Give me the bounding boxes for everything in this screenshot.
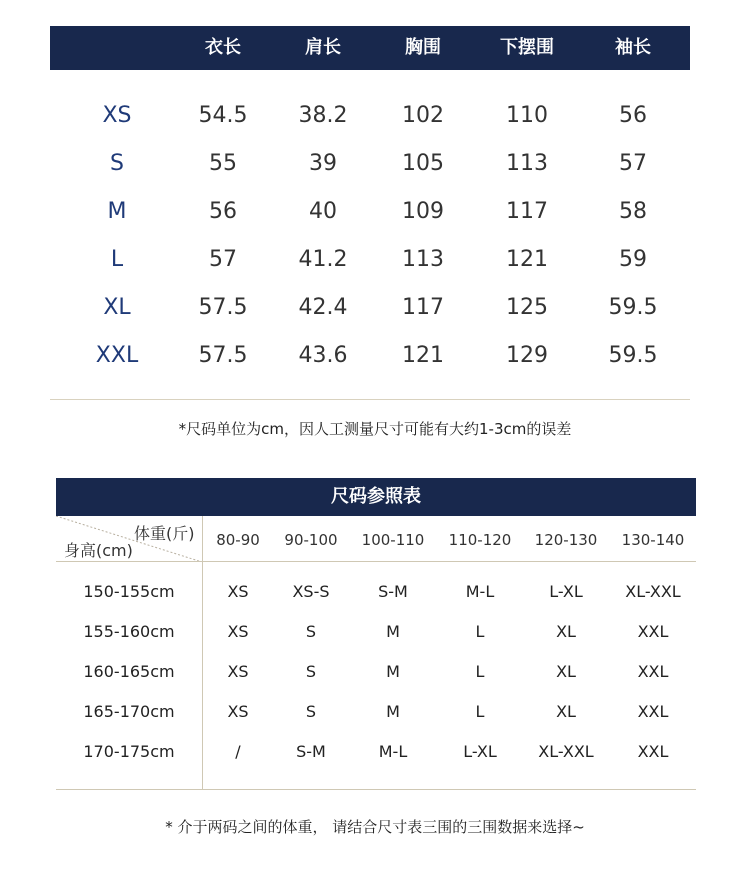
table-row <box>56 652 696 692</box>
table-row <box>50 284 690 332</box>
measurement-cell: 39 <box>309 151 337 176</box>
size-recommendation-cell: L <box>475 702 485 721</box>
size-recommendation-cell: S <box>305 622 317 641</box>
header-length: 衣长 <box>205 37 241 58</box>
measurement-cell: 129 <box>506 343 548 368</box>
measurement-cell: 41.2 <box>298 247 348 272</box>
size-recommendation-cell: XXL <box>637 742 669 761</box>
size-recommendation-cell: L <box>475 662 485 681</box>
size-recommendation-cell: M <box>386 662 400 681</box>
measurement-cell: 43.6 <box>298 343 348 368</box>
measurement-cell: 57 <box>619 151 647 176</box>
size-table-header <box>50 26 690 70</box>
measurement-cell: 121 <box>402 343 444 368</box>
measurement-cell: 121 <box>506 247 548 272</box>
header-hem: 下摆围 <box>500 37 554 58</box>
measurement-cell: 57.5 <box>198 295 248 320</box>
measurement-cell: 117 <box>506 199 548 224</box>
divider <box>56 561 696 562</box>
weight-col-header: 90-100 <box>284 531 338 549</box>
table-row <box>50 188 690 236</box>
size-recommendation-cell: S <box>305 702 317 721</box>
table-row <box>56 732 696 772</box>
measurement-cell: 59 <box>619 247 647 272</box>
table-row <box>50 236 690 284</box>
header-chest: 胸围 <box>405 37 441 58</box>
measurement-cell: 125 <box>506 295 548 320</box>
size-recommendation-cell: L <box>475 622 485 641</box>
height-range-label: 160-165cm <box>83 662 175 681</box>
measurement-cell: 38.2 <box>298 103 348 128</box>
height-range-label: 150-155cm <box>83 582 175 601</box>
height-range-label: 165-170cm <box>83 702 175 721</box>
measurement-cell: 117 <box>402 295 444 320</box>
measurement-cell: 56 <box>209 199 237 224</box>
measurement-cell: 40 <box>309 199 337 224</box>
measurement-cell: 110 <box>506 103 548 128</box>
size-recommendation-cell: XS <box>227 582 249 601</box>
height-range-label: 170-175cm <box>83 742 175 761</box>
measurement-cell: 56 <box>619 103 647 128</box>
size-recommendation-cell: S-M <box>296 742 326 761</box>
measurement-cell: 59.5 <box>608 295 658 320</box>
size-recommendation-cell: XS <box>227 662 249 681</box>
size-recommendation-cell: XL-XXL <box>538 742 594 761</box>
reference-table-title: 尺码参照表 <box>56 478 696 516</box>
table-row <box>50 140 690 188</box>
table-row <box>50 332 690 380</box>
size-recommendation-cell: S-M <box>378 582 408 601</box>
size-recommendation-cell: L-XL <box>549 582 583 601</box>
size-recommendation-cell: XXL <box>637 662 669 681</box>
header-sleeve: 袖长 <box>615 37 651 58</box>
reference-table-head-row <box>56 516 696 562</box>
measurement-note: *尺码单位为cm，因人工测量尺寸可能有大约1-3cm的误差 <box>178 420 572 438</box>
divider <box>50 399 690 400</box>
measurement-cell: 57.5 <box>198 343 248 368</box>
measurement-cell: 55 <box>209 151 237 176</box>
size-recommendation-cell: XS <box>227 622 249 641</box>
size-recommendation-cell: M-L <box>465 582 495 601</box>
size-recommendation-cell: XS-S <box>292 582 330 601</box>
size-recommendation-cell: M-L <box>378 742 408 761</box>
weight-col-header: 80-90 <box>216 531 260 549</box>
size-recommendation-cell: XL <box>556 702 576 721</box>
table-row <box>56 572 696 612</box>
size-recommendation-cell: M <box>386 702 400 721</box>
size-label: M <box>107 199 127 224</box>
height-axis-label: 身高(cm) <box>64 541 133 560</box>
measurement-cell: 105 <box>402 151 444 176</box>
weight-axis-label: 体重(斤) <box>134 524 195 543</box>
measurement-cell: 58 <box>619 199 647 224</box>
size-label: XL <box>103 295 131 320</box>
table-row <box>50 92 690 140</box>
height-range-label: 155-160cm <box>83 622 175 641</box>
weight-col-header: 120-130 <box>534 531 598 549</box>
table-row <box>56 692 696 732</box>
divider <box>56 789 696 790</box>
size-label: S <box>110 151 124 176</box>
size-recommendation-cell: / <box>235 742 241 761</box>
measurement-cell: 113 <box>402 247 444 272</box>
size-recommendation-cell: XXL <box>637 622 669 641</box>
fit-note: * 介于两码之间的体重， 请结合尺寸表三围的三围数据来选择~ <box>165 818 585 836</box>
measurement-cell: 59.5 <box>608 343 658 368</box>
measurement-cell: 57 <box>209 247 237 272</box>
header-shoulder: 肩长 <box>305 37 341 58</box>
size-label: XS <box>102 103 132 128</box>
size-recommendation-cell: XL <box>556 662 576 681</box>
measurement-cell: 42.4 <box>298 295 348 320</box>
measurement-cell: 102 <box>402 103 444 128</box>
weight-col-header: 130-140 <box>621 531 685 549</box>
weight-col-header: 100-110 <box>361 531 425 549</box>
measurement-cell: 113 <box>506 151 548 176</box>
size-recommendation-cell: XS <box>227 702 249 721</box>
weight-col-header: 110-120 <box>448 531 512 549</box>
size-recommendation-cell: S <box>305 662 317 681</box>
measurement-cell: 109 <box>402 199 444 224</box>
size-recommendation-cell: XL <box>556 622 576 641</box>
size-recommendation-cell: L-XL <box>463 742 497 761</box>
size-label: L <box>110 247 124 272</box>
size-label: XXL <box>95 343 139 368</box>
table-row <box>56 612 696 652</box>
size-recommendation-cell: M <box>386 622 400 641</box>
measurement-cell: 54.5 <box>198 103 248 128</box>
size-recommendation-cell: XXL <box>637 702 669 721</box>
size-recommendation-cell: XL-XXL <box>625 582 681 601</box>
